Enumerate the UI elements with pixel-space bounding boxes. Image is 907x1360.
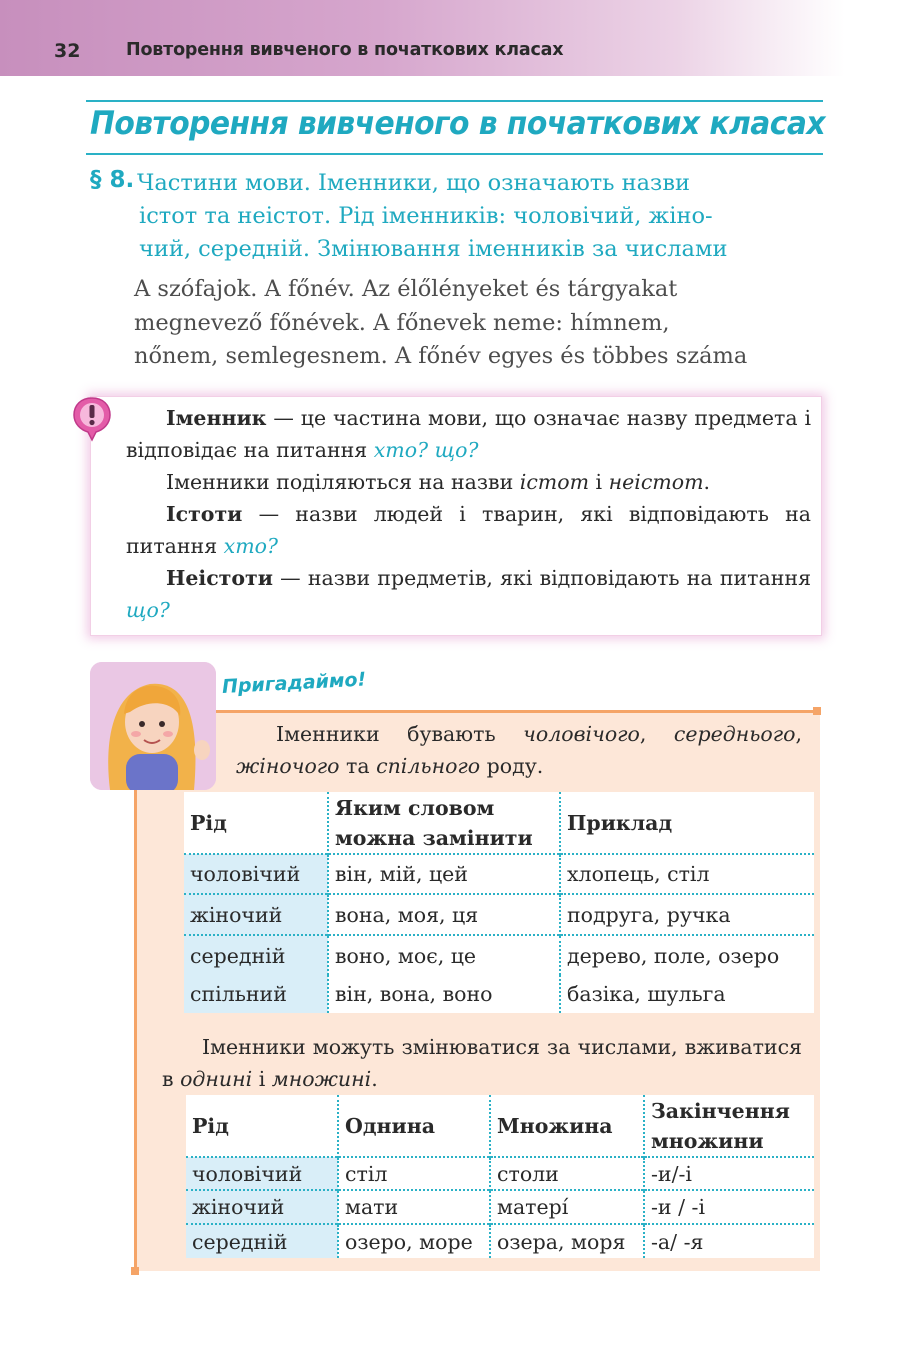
table-header-row (186, 1095, 814, 1157)
remember-label: Пригадаймо! (221, 668, 367, 698)
term-singular: однині (180, 1067, 253, 1091)
remember-intro (236, 718, 802, 782)
header-band (0, 0, 845, 76)
topic-ua-line: чий, середній. Змінювання іменників за числами (139, 236, 728, 262)
rule-text-span: — назви предметів, які відповідають на питання (272, 566, 811, 590)
number-intro-span: Іменники можуть змінюватися за числами, вживатися в (162, 1035, 802, 1091)
table-cell: він, вона, воно (328, 975, 560, 1013)
intro-span: , (795, 722, 802, 746)
table-header-cell: Рід (186, 1095, 338, 1157)
rule-text-span: і (589, 470, 609, 494)
table-cell: жіночий (186, 1190, 338, 1224)
page-number: 32 (54, 40, 81, 62)
rule-text-span: . (703, 470, 711, 494)
girl-illustration (90, 662, 216, 790)
table-cell: вона, моя, ця (328, 894, 560, 935)
gender-table (184, 792, 814, 1013)
table-cell: озера, моря (490, 1224, 644, 1258)
topic-ua-line: істот та неістот. Рід іменників: чоловічий, жіно- (139, 203, 713, 229)
table-cell: середній (186, 1224, 338, 1258)
topic-hu-line: A szófajok. A főnév. Az élőlényeket és tárgyakat (134, 276, 678, 302)
gender-common: спільного (376, 754, 481, 778)
rule-division (126, 466, 811, 498)
intro-span: Іменники бувають (276, 722, 524, 746)
table-cell: дерево, поле, озеро (560, 935, 814, 975)
corner-marker (813, 707, 821, 715)
remember-left-line (134, 780, 137, 1273)
table-cell: хлопець, стіл (560, 854, 814, 894)
section-title: Повторення вивченого в початкових класах (90, 104, 825, 142)
table-cell: жіночий (184, 894, 328, 935)
gender-masculine: чоловічого (523, 722, 640, 746)
question-words: хто? що? (373, 438, 479, 462)
number-intro-span: . (371, 1067, 378, 1091)
table-header-cell: Рід (184, 792, 328, 854)
term-noun: Іменник (166, 406, 267, 430)
table-cell: він, мій, цей (328, 854, 560, 894)
number-table (186, 1095, 814, 1258)
table-cell: озеро, море (338, 1224, 490, 1258)
question-what: що? (126, 598, 170, 622)
question-who: хто? (223, 534, 279, 558)
term-animate: істот (519, 470, 590, 494)
number-intro (162, 1031, 802, 1095)
table-header-cell: Закінчення множини (644, 1095, 814, 1157)
section-rule-top (86, 100, 823, 102)
intro-span: та (339, 754, 377, 778)
table-cell: столи (490, 1157, 644, 1190)
table-cell: -а/ -я (644, 1224, 814, 1258)
table-header-cell: Однина (338, 1095, 490, 1157)
table-cell: -и/-і (644, 1157, 814, 1190)
term-plural: множині (271, 1067, 372, 1091)
table-row (184, 894, 814, 935)
topic-hu-line: megnevező főnévek. A főnevek neme: hímnem, (134, 309, 670, 336)
table-header-cell: Приклад (560, 792, 814, 854)
rule-animate (126, 498, 811, 562)
corner-marker (131, 1267, 139, 1275)
girl-icon (90, 662, 216, 790)
rule-inanimate (126, 562, 811, 626)
table-row (186, 1190, 814, 1224)
table-cell: матері́ (490, 1190, 644, 1224)
table-cell: подруга, ручка (560, 894, 814, 935)
paragraph-number: § 8. (90, 167, 135, 193)
rule-text-span: Іменники поділяються на назви (166, 470, 520, 494)
table-row (186, 1224, 814, 1258)
table-cell: спільний (184, 975, 328, 1013)
intro-span: , (639, 722, 674, 746)
topic-ukrainian (137, 167, 817, 266)
exclamation-icon (72, 396, 112, 442)
table-row (184, 854, 814, 894)
table-cell: стіл (338, 1157, 490, 1190)
table-cell: воно, моє, це (328, 935, 560, 975)
table-row (184, 935, 814, 975)
table-cell: чоловічий (186, 1157, 338, 1190)
running-title: Повторення вивченого в початкових класах (126, 40, 564, 60)
table-cell: чоловічий (184, 854, 328, 894)
term-inanimate: неістот (608, 470, 704, 494)
table-cell: базіка, шульга (560, 975, 814, 1013)
table-cell: мати (338, 1190, 490, 1224)
rule-definition (126, 402, 811, 466)
term-inanimate-bold: Неістоти (166, 566, 273, 590)
topic-ua-line: Частини мови. Іменники, що означають назви (137, 170, 690, 196)
table-header-cell: Яким словом можна замінити (328, 792, 560, 854)
gender-feminine: жіночого (236, 754, 340, 778)
table-cell: середній (184, 935, 328, 975)
term-animate-bold: Істоти (166, 502, 243, 526)
gender-neuter: середнього (673, 722, 796, 746)
rule-text-span: — назви людей і тварин, які відповідають на питання (126, 502, 811, 558)
remember-top-line (214, 710, 817, 713)
intro-span: роду. (480, 754, 544, 778)
table-row (186, 1157, 814, 1190)
number-intro-span: і (252, 1067, 272, 1091)
table-header-row (184, 792, 814, 854)
topic-hungarian (134, 273, 834, 374)
rule-text-span: — це частина мови, що означає назву предмета і відповідає на питання (126, 406, 811, 462)
section-rule-bottom (86, 153, 823, 155)
topic-hu-line: nőnem, semlegesnem. A főnév egyes és többes száma (134, 343, 748, 369)
rule-text (126, 402, 811, 626)
table-cell: -и / -і (644, 1190, 814, 1224)
table-header-cell: Множина (490, 1095, 644, 1157)
table-row (184, 975, 814, 1013)
